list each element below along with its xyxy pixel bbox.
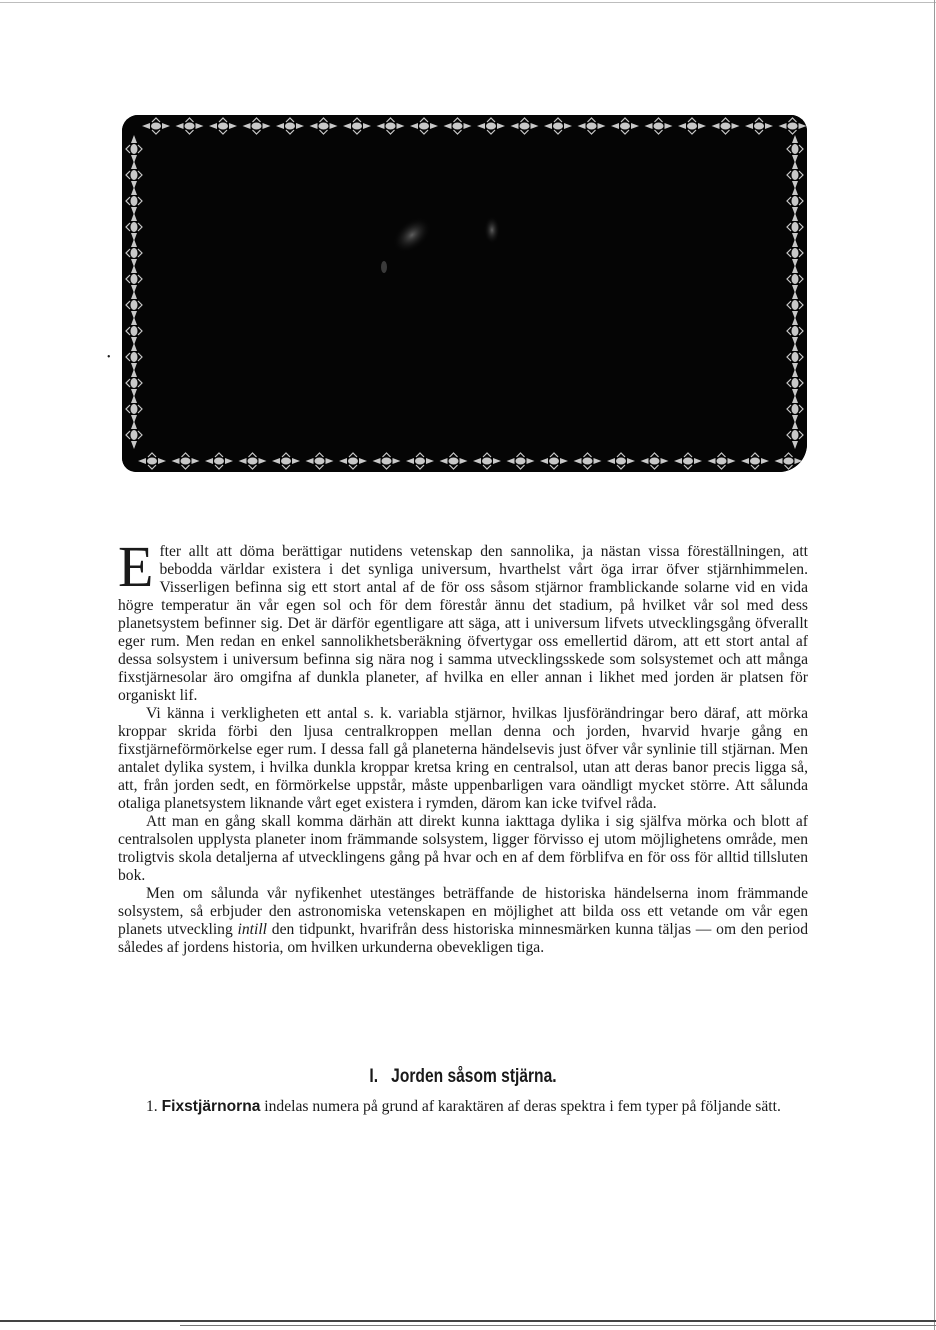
section-number: I. [369, 1066, 379, 1087]
ornamental-frame-image [122, 115, 807, 472]
intro-paragraph-4-start: Men om sålunda vår nyfikenhet utestänges beträffande de historiska händelserna inom främmande solsystem, så erbjuder den astronomiska vetenskapen en möjlighet att bilda oss ett vetande om vår egen planets utveckling [118, 885, 808, 938]
intro-paragraph-3: Att man en gång skall komma därhän att direkt kunna iakttaga dylika i sig själfva mörka och blott af centralsolen upplysta planeter inom främmande solsystem, ligger förvisso ej utom möjlighetens område, men troligtvis skola detaljerna af utvecklingens gång på hvar och en af dem förblifva en för oss för alltid tillsluten bok. [118, 813, 808, 884]
subsection-number: 1. [146, 1098, 158, 1115]
drop-cap: E [118, 534, 154, 599]
subsection-term: Fixstjärnorna [161, 1098, 261, 1115]
intro-paragraph-1 [118, 534, 808, 705]
intro-paragraph-4-end: den tidpunkt, hvarifrån dess historiska minnesmärken kunna täljas — om den period således af jordens historia, om hvilken urkunderna obevekligen tiga. [118, 921, 808, 956]
margin-mark: • [107, 352, 111, 363]
top-edge-rule [0, 2, 936, 3]
night-sky-illustration [122, 115, 807, 472]
intro-paragraph-2: Vi känna i verkligheten ett antal s. k. variabla stjärnor, hvilkas ljusförändringar bero däraf, att mörka kroppar skrida förbi den ljusa centralkroppen mellan denna och jorden, hvarvid hvarje gång en fixstjärneförmörkelse eger rum. I dessa fall gå planeterna händelsevis just öfver vår synlinie till stjärnan. Men antalet dylika system, i hvilka dunkla kroppar kretsa kring en centralsol, utan att deras banor precis ligga så, att, från jorden sedt, en förmörkelse uppstår, måste uppenbarligen vara oändligt mycket större. Att sålunda otaliga planetsystem liknande vårt eget existera i rymden, därom kan icke tvifvel råda. [118, 705, 808, 812]
intro-paragraph-1-text: fter allt att döma berättigar nutidens vetenskap den sannolika, ja nästan vissa föreställningen, att bebodda världar existera i det synliga universum, hvarthelst vårt öga irrar öfver stjärnhimmelen. Visserligen befinna sig ett stort antal af de för oss såsom stjärnor framblickande solarne vid en vida högre temperatur än vår egen sol och för dem förestår ännu det stadium, på hvilket vår sol med dess planetsystem befinner sig. Det är därför egentligare att säga, att i universum lifvets utvecklingsgång öfverallt eger rum. Men redan en enkel sannolikhetsberäkning öfvertygar oss emellertid därom, att ett stort antal af dessa solsystem i universum befinna sig nära nog i samma utvecklingsskede som solsystemet och att många fixstjärnesolar äro omgifna af dunkla planeter, af hvilka en eller annan i likhet med jorden är platsen för organiskt lif. [118, 543, 808, 704]
subsection-text: indelas numera på grund af karaktären af deras spektra i fem typer på följande sätt. [260, 1098, 781, 1115]
right-edge-rule [934, 0, 935, 1330]
bottom-edge-rule-thin [180, 1325, 936, 1326]
bottom-edge-rule [0, 1320, 936, 1322]
intro-paragraph-4 [118, 885, 808, 957]
subsection-paragraph [118, 1098, 808, 1116]
section-heading [180, 1066, 746, 1088]
section-title: Jorden såsom stjärna. [391, 1066, 557, 1087]
intro-text [118, 534, 808, 957]
intro-paragraph-4-emphasis: intill [237, 921, 268, 938]
